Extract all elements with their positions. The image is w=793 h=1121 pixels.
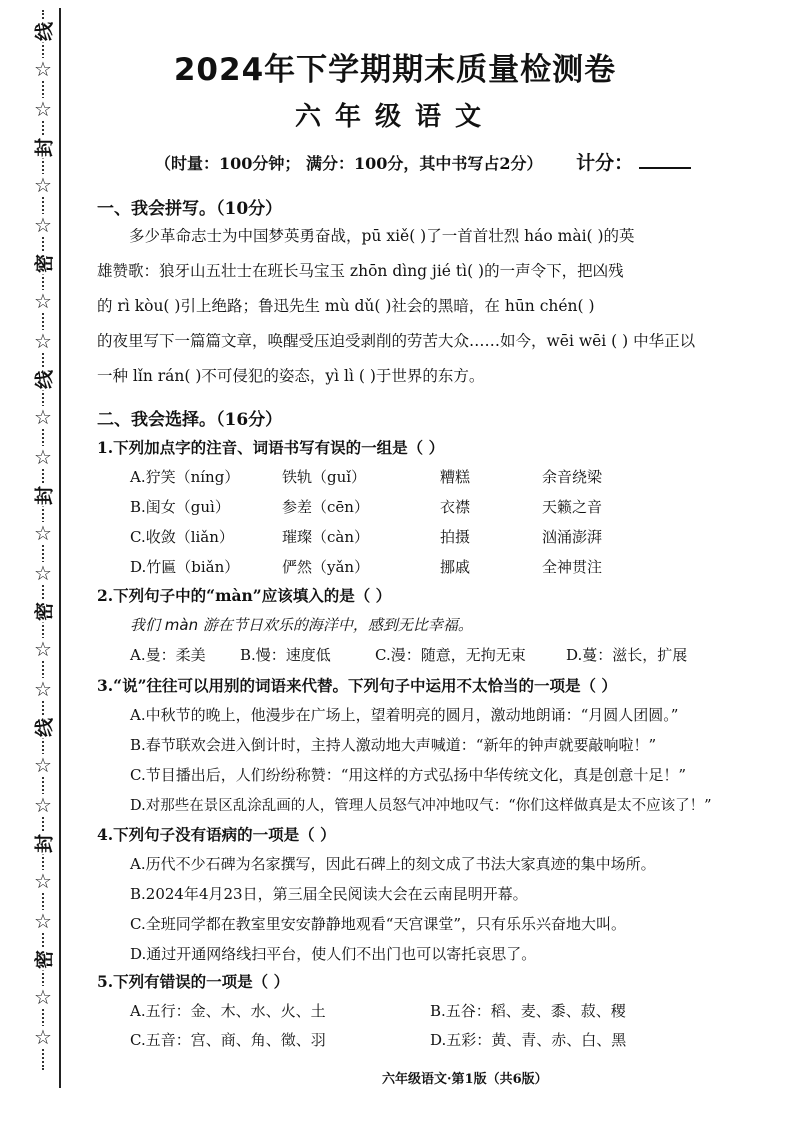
- q5-option-b: B.五谷：稻、麦、黍、菽、稷: [430, 1002, 626, 1020]
- passage-line: 一种 lǐn rán( )不可侵犯的姿态，yì lì ( )于世界的东方。: [97, 367, 485, 385]
- binding-word: 密: [30, 949, 57, 971]
- binding-word: 线: [30, 717, 57, 739]
- q1-option-cell: 参差（cēn）: [282, 498, 369, 516]
- passage-line: 的夜里写下一篇篇文章，唤醒受压迫受剥削的劳苦大众……如今，wēi wēi ( ) 中华正以: [97, 332, 696, 350]
- section1-passage: [97, 219, 767, 394]
- binding-star-icon: ☆: [32, 870, 54, 892]
- q1-option-cell: 衣襟: [440, 498, 471, 516]
- q2-option-b: B.慢：速度低: [240, 646, 331, 664]
- q5-option-c: C.五音：宫、商、角、徵、羽: [130, 1031, 326, 1049]
- binding-word: 密: [30, 253, 57, 275]
- q1-option-cell: 挪戚: [440, 558, 471, 576]
- binding-star-icon: ☆: [32, 986, 54, 1008]
- q5-option-a: A.五行：金、木、水、火、土: [130, 1002, 326, 1020]
- binding-word: 线: [30, 369, 57, 391]
- q1-option-cell: 全神贯注: [542, 558, 603, 576]
- q4-option-b: B.2024年4月23日，第三届全民阅读大会在云南昆明开幕。: [130, 885, 528, 903]
- binding-word: 密: [30, 601, 57, 623]
- question-1-stem: 1.下列加点字的注音、词语书写有误的一组是（ ）: [97, 438, 445, 457]
- question-4-stem: 4.下列句子没有语病的一项是（ ）: [97, 825, 336, 844]
- question-2-sentence: 我们 màn 游在节日欢乐的海洋中，感到无比幸福。: [130, 616, 473, 634]
- q1-option-cell: 拍摄: [440, 528, 471, 546]
- q3-option-b: B.春节联欢会进入倒计时，主持人激动地大声喊道：“新年的钟声就要敲响啦！”: [130, 736, 657, 754]
- binding-margin: [0, 0, 70, 1121]
- binding-star-icon: ☆: [32, 910, 54, 932]
- binding-star-icon: ☆: [32, 678, 54, 700]
- section2-heading: 二、我会选择。（16分）: [97, 410, 283, 430]
- q1-option-cell: 余音绕梁: [542, 468, 603, 486]
- q1-option-cell: B.闺女（guì）: [130, 498, 230, 516]
- section1-heading: 一、我会拼写。（10分）: [97, 199, 283, 219]
- binding-star-icon: ☆: [32, 174, 54, 196]
- question-2-stem: 2.下列句子中的“màn”应该填入的是（ ）: [97, 586, 392, 605]
- binding-star-icon: ☆: [32, 98, 54, 120]
- page-footer: 六年级语文·第1版（共6版）: [382, 1072, 548, 1087]
- binding-star-icon: ☆: [32, 330, 54, 352]
- q1-option-cell: 糟糕: [440, 468, 471, 486]
- q4-option-a: A.历代不少石碑为名家撰写，因此石碑上的刻文成了书法大家真迹的集中场所。: [130, 855, 656, 873]
- q3-option-a: A.中秋节的晚上，他漫步在广场上，望着明亮的圆月，激动地朗诵：“月圆人团圆。”: [130, 706, 679, 724]
- binding-solid-line: [59, 8, 61, 1088]
- exam-title: 2024年下学期期末质量检测卷: [173, 52, 617, 88]
- binding-star-icon: ☆: [32, 290, 54, 312]
- q3-option-d: D.对那些在景区乱涂乱画的人，管理人员怒气冲冲地叹气：“你们这样做真是太不应该了！”: [130, 798, 712, 814]
- exam-subtitle: 六年级语文: [294, 102, 495, 132]
- q1-option-cell: 天籁之音: [542, 498, 603, 516]
- binding-word: 线: [30, 21, 57, 43]
- binding-star-icon: ☆: [32, 522, 54, 544]
- q1-option-cell: 汹涌澎湃: [542, 528, 603, 546]
- q1-option-cell: 璀璨（càn）: [282, 528, 370, 546]
- binding-star-icon: ☆: [32, 406, 54, 428]
- score-blank[interactable]: [639, 167, 691, 169]
- binding-star-icon: ☆: [32, 754, 54, 776]
- q1-option-cell: C.收敛（liǎn）: [130, 528, 234, 546]
- binding-star-icon: ☆: [32, 1026, 54, 1048]
- q1-option-cell: D.竹匾（biǎn）: [130, 558, 240, 576]
- q3-option-c: C.节目播出后，人们纷纷称赞：“用这样的方式弘扬中华传统文化，真是创意十足！”: [130, 766, 687, 784]
- q4-option-d: D.通过开通网络线扫平台，使人们不出门也可以寄托哀思了。: [130, 945, 537, 963]
- passage-line: 雄赞歌：狼牙山五壮士在班长马宝玉 zhōn dìng jié tì( )的一声令下，把凶残: [97, 262, 624, 280]
- time-and-score-info: （时量：100分钟； 满分：100分，其中书写占2分）: [155, 154, 543, 173]
- q2-option-a: A.曼：柔美: [130, 646, 206, 664]
- q1-option-cell: 俨然（yǎn）: [282, 558, 370, 576]
- question-5-stem: 5.下列有错误的一项是（ ）: [97, 972, 290, 991]
- binding-star-icon: ☆: [32, 638, 54, 660]
- binding-star-icon: ☆: [32, 446, 54, 468]
- q4-option-c: C.全班同学都在教室里安安静静地观看“天宫课堂”，只有乐乐兴奋地大叫。: [130, 915, 627, 933]
- passage-line: 多少革命志士为中国梦英勇奋战，pū xiě( )了一首首壮烈 háo mài( )的英: [129, 227, 635, 245]
- q2-option-c: C.漫：随意，无拘无束: [375, 646, 526, 664]
- q5-option-d: D.五彩：黄、青、赤、白、黑: [430, 1031, 627, 1049]
- score-label: 计分：: [576, 152, 634, 174]
- q1-option-cell: A.狞笑（níng）: [130, 468, 240, 486]
- binding-star-icon: ☆: [32, 794, 54, 816]
- binding-star-icon: ☆: [32, 214, 54, 236]
- passage-line: 的 rì kòu( )引上绝路；鲁迅先生 mù dǔ( )社会的黑暗，在 hūn chén( ): [97, 297, 595, 315]
- q1-option-cell: 铁轨（guǐ）: [282, 468, 367, 486]
- q2-option-d: D.蔓：滋长，扩展: [566, 646, 688, 664]
- binding-star-icon: ☆: [32, 562, 54, 584]
- binding-word: 封: [30, 833, 57, 855]
- binding-word: 封: [30, 485, 57, 507]
- binding-word: 封: [30, 137, 57, 159]
- exam-meta: [155, 148, 691, 175]
- binding-star-icon: ☆: [32, 58, 54, 80]
- question-3-stem: 3.“说”往往可以用别的词语来代替。下列句子中运用不太恰当的一项是（ ）: [97, 676, 617, 695]
